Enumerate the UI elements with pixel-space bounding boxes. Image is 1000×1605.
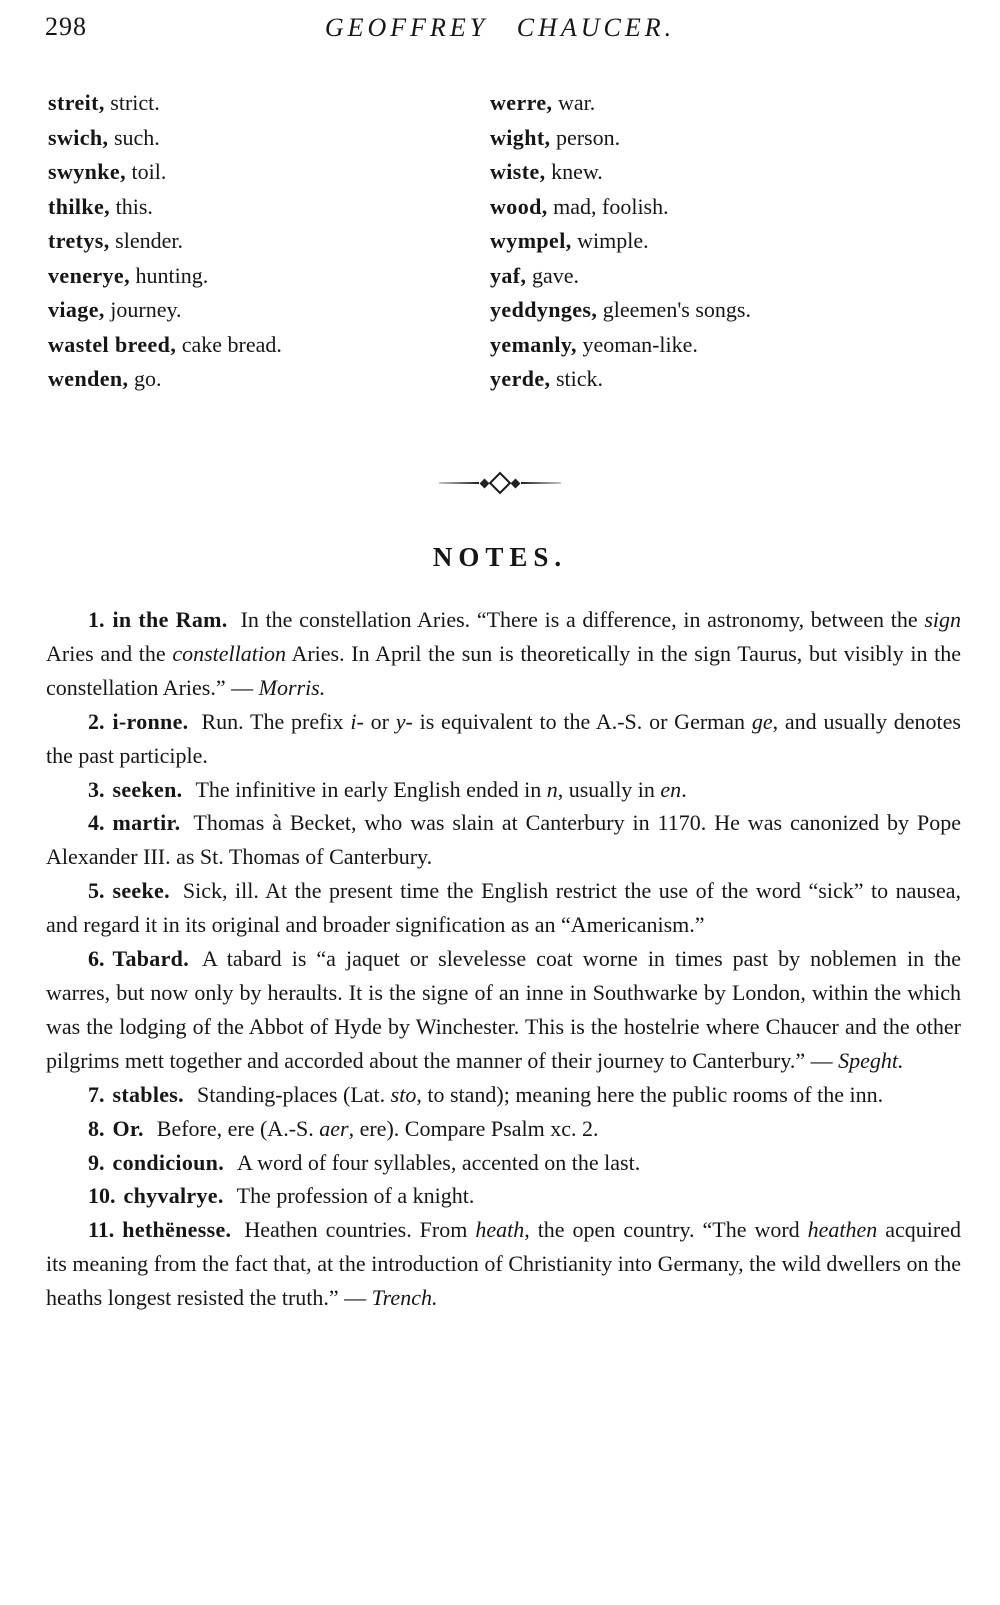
note-text-run: Trench. [371,1285,438,1311]
glossary-definition: wimple. [571,228,649,253]
note-text-run: , usually in [557,776,661,802]
note-item [46,874,961,942]
note-number: 3. [88,776,105,802]
glossary-definition: yeoman-like. [576,331,698,357]
note-text-run: ge [751,708,773,734]
glossary-definition: strict. [104,90,160,115]
glossary-definition: such. [108,124,160,150]
note-text-run: is equivalent to the A.-S. or German [412,708,752,734]
note-number: 8. [88,1115,105,1141]
glossary-term: yerde, [490,366,551,391]
note-item [46,942,961,1078]
glossary-definition: gleemen's songs. [597,297,751,322]
note-text-run: sto [390,1081,417,1107]
glossary-term: yaf, [490,262,527,288]
note-term: seeke. [112,878,170,904]
note-term: seeken. [112,776,183,802]
note-item [46,773,961,807]
glossary-term: wympel, [490,228,572,253]
note-item [46,1213,961,1315]
note-number: 4. [88,810,105,836]
glossary-entry [490,190,964,225]
note-term: stables. [112,1081,184,1107]
glossary-definition: slender. [109,228,183,253]
note-term: Or. [112,1115,144,1141]
glossary-term: venerye, [48,262,130,288]
note-term: in the Ram. [112,607,228,632]
note-number: 11. [88,1217,115,1243]
note-text-run: . [681,776,687,802]
note-text-run: Speght. [838,1047,904,1073]
note-text-run: acquired its meaning from the fact that, at the introduction of Christianity into Germany, the wild dwellers on the heaths longest resisted the truth.” — [46,1217,961,1311]
note-text-run: constellation [172,640,286,666]
section-divider [0,475,1000,491]
note-number: 7. [88,1081,105,1107]
note-text-run: Standing-places (Lat. [196,1081,391,1107]
running-title: GEOFFREY CHAUCER. [324,13,676,42]
glossary-term: thilke, [48,193,111,219]
glossary-entry [490,224,964,259]
glossary-definition: hunting. [130,262,209,288]
glossary-term: yemanly, [490,331,577,357]
glossary-entry [48,224,490,259]
note-text-run: heath [475,1217,525,1243]
divider-diamond-icon [489,472,512,495]
note-text-run: heathen [807,1217,878,1243]
note-term: hethënesse. [122,1217,232,1243]
note-item [46,1078,961,1112]
note-text-run: aer [319,1115,349,1141]
note-item [46,1179,961,1213]
glossary-entry [48,190,490,225]
glossary-term: tretys, [48,228,110,253]
note-text-run: , to stand); meaning here the public rooms of the inn. [416,1081,884,1107]
note-item [46,705,961,773]
glossary-entry [48,86,490,121]
glossary-definition: war. [552,90,596,115]
note-text-run: en [660,776,682,802]
glossary-term: wiste, [490,159,546,184]
glossary-term: swynke, [48,159,126,184]
glossary-definition: toil. [126,159,167,184]
glossary-definition: stick. [550,366,603,391]
glossary-definition: person. [550,124,621,150]
glossary-entry [490,362,964,397]
glossary-entry [48,259,490,294]
divider-line-right [521,482,561,484]
note-term: chyvalrye. [123,1183,224,1209]
note-text-run: Thomas à Becket, who was slain at Canterbury in 1170. He was canonized by Pope Alexander III. as St. Thomas of Canterbury. [46,810,961,870]
note-number: 6. [88,946,105,972]
note-text-run: , and usually denotes the past participle. [46,708,961,768]
glossary-column-right [490,86,964,397]
glossary-term: yeddynges, [490,297,598,322]
note-number: 2. [88,708,105,734]
note-number: 1. [88,607,105,632]
glossary-entry [490,328,964,363]
note-term: martir. [112,810,181,836]
note-text-run: Sick, ill. At the present time the English restrict the use of the word “sick” to nausea, and regard it in its original and broader signification as an “Americanism.” [46,878,961,938]
glossary-entry [48,293,490,328]
glossary-term: streit, [48,90,105,115]
notes-section [46,603,961,1315]
note-text-run: or [363,708,396,734]
glossary-term: wenden, [48,366,129,391]
page-number: 298 [45,12,87,41]
notes-heading: NOTES. [432,542,568,572]
note-text-run: i- [350,708,364,734]
glossary-term: wight, [490,124,551,150]
note-term: condicioun. [112,1149,224,1175]
glossary-term: wood, [490,193,548,219]
note-text-run: Heathen countries. From [244,1217,476,1243]
note-text-run: , ere). Compare Psalm xc. 2. [348,1115,599,1141]
note-text-run: The profession of a knight. [236,1183,475,1209]
glossary-entry [490,293,964,328]
note-text-run: sign [924,607,961,632]
glossary-section [48,86,964,397]
glossary-entry [48,362,490,397]
glossary-entry [48,155,490,190]
note-number: 9. [88,1149,105,1175]
note-text-run: The infinitive in early English ended in [195,776,547,802]
note-text-run: n [546,776,558,802]
note-item [46,1112,961,1146]
glossary-definition: cake bread. [176,331,282,357]
note-text-run: Aries. In April the sun is theoretically in the sign Taurus, but visibly in the constellation Aries.” — [46,640,961,700]
glossary-column-left [48,86,490,397]
glossary-term: swich, [48,124,109,150]
glossary-definition: journey. [104,297,182,322]
note-item [46,603,961,705]
note-item [46,1146,961,1180]
divider-ornament-right-icon [511,478,521,488]
note-item [46,806,961,874]
glossary-definition: gave. [526,262,579,288]
glossary-definition: knew. [545,159,603,184]
note-text-run: Before, ere (A.-S. [156,1115,320,1141]
glossary-entry [48,121,490,156]
glossary-entry [490,259,964,294]
note-term: i-ronne. [112,708,189,734]
glossary-term: wastel breed, [48,331,177,357]
glossary-entry [48,328,490,363]
note-text-run: Aries and the [46,640,173,666]
glossary-definition: this. [110,193,153,219]
note-text-run: A tabard is “a jaquet or slevelesse coat worne in times past by noblemen in the warres, but now only by heraults. It is the signe of an inne in Southwarke by London, within the which was the lodging of the Abbot of Hyde by Winchester. This is the hostelrie where Chaucer and the other pilgrims mett together and accorded about the manner of their journey to Canterbury.” — [46,946,961,1073]
glossary-definition: mad, foolish. [547,193,669,219]
note-text-run: In the constellation Aries. “There is a difference, in astronomy, between the [240,607,925,632]
note-text-run: Run. The prefix [201,708,351,734]
note-text-run: y- [395,708,413,734]
glossary-entry [490,121,964,156]
divider-line-left [439,482,479,484]
glossary-entry [490,155,964,190]
glossary-term: werre, [490,90,553,115]
note-number: 10. [88,1183,116,1209]
note-text-run: A word of four syllables, accented on the last. [237,1149,641,1175]
glossary-entry [490,86,964,121]
glossary-term: viage, [48,297,105,322]
note-text-run: Morris. [258,674,326,700]
note-number: 5. [88,878,105,904]
note-text-run: , the open country. “The word [524,1217,808,1243]
glossary-definition: go. [128,366,162,391]
note-term: Tabard. [112,946,189,972]
